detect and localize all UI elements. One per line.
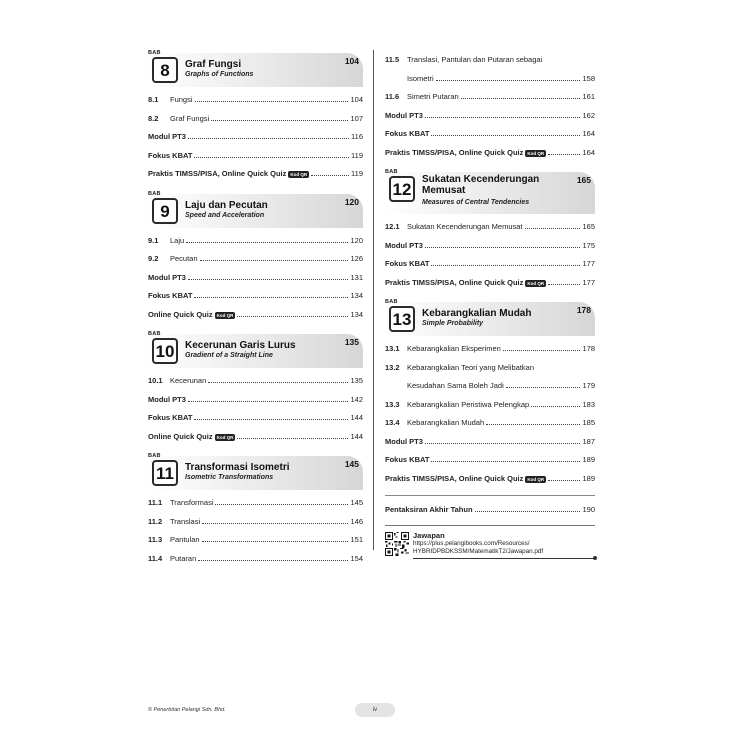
leader-dots (503, 345, 581, 351)
leader-dots (188, 274, 349, 280)
leader-dots (475, 506, 581, 512)
chapter-page: 135 (344, 337, 359, 347)
answers-section (385, 525, 595, 559)
answers-url-line1: https://plus.pelangibooks.com/Resources/ (413, 540, 530, 547)
entry-number: 9.1 (148, 235, 159, 245)
entry-page: 107 (350, 113, 363, 123)
entry-page: 187 (582, 436, 595, 446)
entry-number: 9.2 (148, 254, 159, 263)
entry-label: Kebarangkalian Peristiwa Pelengkap (407, 399, 530, 409)
chapter-band (148, 53, 363, 87)
toc-entry-fokus-kbat[interactable] (148, 408, 363, 427)
leader-dots (186, 237, 348, 243)
entry-number: 11.2 (148, 516, 163, 526)
qr-code-badge: Kod QR (216, 434, 234, 440)
entry-label: Simetri Putaran (407, 92, 459, 101)
leader-dots (431, 456, 580, 462)
bab-label: BAB (148, 190, 161, 197)
entry-label: Graf Fungsi (170, 113, 210, 123)
entry-page: 151 (350, 535, 363, 544)
entry-page: 164 (582, 147, 595, 157)
entry-label: Translasi, Pantulan dan Putaran sebagai (407, 55, 543, 64)
entry-number: 12.1 (385, 222, 400, 231)
chapter-title-line1: Sukatan Kecenderungan (422, 174, 540, 185)
toc-entry-13-2-line2[interactable] (385, 376, 595, 395)
entry-label: Kebarangkalian Mudah (407, 418, 485, 427)
entry-page: 164 (582, 129, 595, 138)
entry-label: Kecerunan (170, 376, 207, 385)
entry-label: Pecutan (170, 254, 198, 263)
toc-entry-11-6[interactable] (385, 87, 595, 106)
rule-end-dot (593, 556, 597, 560)
entry-number: 11.5 (385, 55, 400, 64)
entry-number: 11.1 (148, 498, 163, 507)
chapter-page: 165 (576, 175, 591, 185)
entry-page: 189 (582, 455, 595, 464)
entry-number: 13.1 (385, 344, 400, 353)
entry-page: 120 (350, 235, 363, 245)
toc-entry-fokus-kbat[interactable] (385, 124, 595, 143)
entry-page: 144 (350, 413, 363, 422)
chapter-subtitle: Simple Probability (422, 320, 484, 327)
toc-entry-13-3[interactable] (385, 395, 595, 414)
bab-label: BAB (148, 453, 161, 459)
toc-entry-11-1[interactable] (148, 493, 363, 512)
entry-number: 13.4 (385, 418, 400, 427)
publisher-credit: © Penerbitan Pelangi Sdn. Bhd. (148, 707, 226, 713)
entry-page: 135 (350, 376, 363, 385)
leader-dots (202, 518, 348, 524)
entry-page: 154 (350, 553, 363, 563)
entry-page: 134 (350, 291, 363, 300)
entry-label: Translasi (170, 516, 201, 526)
toc-entry-online-quiz[interactable] (148, 427, 363, 446)
entry-label: Modul PT3 (385, 110, 423, 120)
entry-page: 144 (350, 431, 363, 441)
chapter-page: 120 (344, 196, 359, 207)
entry-page: 146 (350, 516, 363, 526)
qr-code-badge: Kod QR (216, 312, 234, 318)
entry-page: 131 (350, 272, 363, 282)
entry-page: 134 (350, 309, 363, 319)
chapter-subtitle: Graphs of Functions (185, 71, 254, 78)
toc-entry-fokus-kbat[interactable] (385, 450, 595, 469)
leader-dots (531, 401, 580, 407)
entry-number: 11.6 (385, 92, 400, 101)
leader-dots (548, 279, 580, 285)
toc-entry-13-1[interactable] (385, 339, 595, 358)
chapter-subtitle: Isometric Transformations (185, 474, 274, 481)
entry-label: Fokus KBAT (385, 259, 430, 268)
chapter-number: 10 (152, 338, 178, 364)
leader-dots (431, 260, 580, 266)
chapter-header (385, 169, 595, 217)
entry-label: Isometri (407, 73, 434, 83)
entry-label: Laju (170, 235, 185, 245)
left-column (148, 50, 363, 575)
entry-label: Praktis TIMSS/PISA, Online Quick Quiz (385, 277, 524, 287)
entry-label: Transformasi (170, 498, 214, 507)
entry-number: 8.1 (148, 95, 159, 104)
entry-page: 165 (582, 222, 595, 231)
entry-page: 119 (351, 169, 363, 178)
leader-dots (506, 382, 581, 388)
leader-dots (194, 292, 348, 298)
bab-label: BAB (385, 299, 398, 305)
bab-label: BAB (385, 169, 398, 175)
entry-label: Fungsi (170, 95, 193, 104)
entry-page: 178 (582, 344, 595, 353)
toc-entry-fokus-kbat[interactable] (385, 254, 595, 273)
entry-page: 142 (350, 394, 363, 404)
entry-page: 177 (582, 259, 595, 268)
entry-number: 11.3 (148, 535, 163, 544)
leader-dots (208, 377, 348, 383)
chapter-subtitle: Measures of Central Tendencies (422, 199, 530, 206)
chapter-header (385, 299, 595, 339)
toc-entry-11-2[interactable] (148, 512, 363, 531)
qr-code-badge: Kod QR (527, 476, 545, 482)
entry-label: Putaran (170, 553, 197, 563)
toc-entry-9-2[interactable] (148, 249, 363, 268)
toc-entry-11-3[interactable] (148, 530, 363, 549)
entry-page: 104 (350, 95, 363, 104)
entry-label: Pantulan (170, 535, 200, 544)
chapter-title[interactable]: Kecerunan Garis Lurus (185, 340, 296, 351)
toc-entry-modul-pt3[interactable] (148, 390, 363, 409)
leader-dots (200, 255, 349, 261)
toc-entry-8-1[interactable] (148, 90, 363, 109)
chapter-13 (385, 299, 595, 487)
leader-dots (525, 223, 581, 229)
entry-label: Praktis TIMSS/PISA, Online Quick Quiz (385, 473, 524, 483)
answers-rule (413, 558, 595, 559)
leader-dots (431, 130, 580, 136)
entry-label: Praktis TIMSS/PISA, Online Quick Quiz (148, 169, 287, 178)
leader-dots (195, 96, 349, 102)
leader-dots (486, 419, 580, 425)
leader-dots (202, 536, 349, 542)
chapter-subtitle: Speed and Acceleration (185, 211, 265, 219)
chapter-number: 13 (389, 306, 415, 332)
chapter-number: 8 (152, 57, 178, 83)
toc-entry-13-4[interactable] (385, 413, 595, 432)
entry-label: Sukatan Kecenderungan Memusat (407, 222, 523, 231)
answers-link[interactable] (413, 540, 543, 556)
toc-entry-fokus-kbat[interactable] (148, 146, 363, 165)
entry-page: 145 (350, 498, 363, 507)
qr-code-badge: Kod QR (527, 280, 545, 286)
entry-number: 13.3 (385, 399, 400, 409)
toc-entry-13-2-line1[interactable] (385, 358, 595, 377)
leader-dots (237, 311, 348, 317)
toc-entry-modul-pt3[interactable] (385, 236, 595, 255)
entry-label: Modul PT3 (148, 272, 186, 282)
qr-code-badge: Kod QR (290, 172, 308, 177)
toc-entry-9-1[interactable] (148, 231, 363, 250)
column-divider (373, 50, 374, 550)
answers-url-line2: HYBRIDPBDKSSM/MatematikT2/Jawapan.pdf (413, 548, 544, 555)
leader-dots (461, 93, 581, 99)
leader-dots (211, 115, 348, 121)
entry-label: Praktis TIMSS/PISA, Online Quick Quiz (385, 147, 524, 157)
entry-label: Online Quick Quiz (148, 309, 213, 319)
chapter-title[interactable] (422, 174, 539, 196)
chapter-title-line2: Memusat (422, 185, 466, 196)
entry-page: 185 (582, 418, 595, 427)
leader-dots (548, 149, 580, 155)
chapter-header (148, 191, 363, 231)
entry-label: Fokus KBAT (148, 150, 193, 160)
chapter-title[interactable]: Kebarangkalian Mudah (422, 308, 532, 319)
entry-label: Fokus KBAT (385, 129, 430, 138)
chapter-header (148, 453, 363, 493)
toc-entry-praktis-quiz[interactable] (385, 273, 595, 292)
entry-label: Kebarangkalian Teori yang Melibatkan (407, 362, 535, 372)
chapter-subtitle: Gradient of a Straight Line (185, 352, 273, 359)
chapter-page: 104 (344, 56, 359, 66)
leader-dots (194, 152, 349, 158)
entry-label: Modul PT3 (148, 394, 186, 404)
toc-entry-modul-pt3[interactable] (385, 106, 595, 125)
entry-page: 183 (582, 399, 595, 409)
leader-dots (425, 242, 581, 248)
entry-page: 161 (582, 92, 595, 101)
entry-number: 13.2 (385, 362, 400, 372)
leader-dots (198, 555, 348, 561)
leader-dots (425, 438, 581, 444)
toc-entry-modul-pt3[interactable] (148, 127, 363, 146)
chapter-10 (148, 331, 363, 445)
leader-dots (548, 475, 580, 481)
right-column (385, 50, 595, 559)
entry-number: 10.1 (148, 376, 163, 385)
entry-page: 177 (582, 277, 595, 287)
entry-page: 162 (582, 110, 595, 120)
entry-page: 126 (350, 254, 363, 263)
toc-entry-11-5-line2[interactable] (385, 69, 595, 88)
entry-label: Modul PT3 (385, 240, 423, 250)
toc-entry-12-1[interactable] (385, 217, 595, 236)
toc-entry-praktis-quiz[interactable] (385, 469, 595, 488)
chapter-11 (148, 453, 363, 567)
bab-label: BAB (148, 331, 161, 337)
toc-entry-fokus-kbat[interactable] (148, 286, 363, 305)
chapter-header (148, 50, 363, 90)
entry-label: Pentaksiran Akhir Tahun (385, 505, 473, 514)
qr-code-badge: Kod QR (527, 150, 545, 156)
entry-page: 190 (582, 505, 595, 514)
entry-number: 8.2 (148, 113, 159, 123)
chapter-8 (148, 50, 363, 183)
toc-entry-8-2[interactable] (148, 109, 363, 128)
chapter-12 (385, 169, 595, 291)
entry-label: Fokus KBAT (148, 291, 193, 300)
bab-label: BAB (148, 50, 161, 56)
toc-entry-assessment[interactable] (385, 495, 595, 519)
chapter-header (148, 331, 363, 371)
leader-dots (215, 499, 348, 505)
entry-page: 158 (582, 73, 595, 83)
chapter-number: 9 (152, 198, 178, 224)
qr-code-icon[interactable] (385, 532, 409, 556)
chapter-title[interactable]: Transformasi Isometri (185, 462, 290, 473)
toc-entry-modul-pt3[interactable] (385, 432, 595, 451)
chapter-title[interactable]: Graf Fungsi (185, 59, 242, 70)
leader-dots (237, 433, 348, 439)
toc-entry-online-quiz[interactable] (148, 305, 363, 324)
leader-dots (425, 112, 581, 118)
chapter-title[interactable]: Laju dan Pecutan (185, 199, 268, 211)
chapter-9 (148, 191, 363, 324)
entry-number: 11.4 (148, 553, 163, 563)
chapter-number: 11 (152, 460, 178, 486)
leader-dots (436, 75, 581, 81)
entry-page: 175 (582, 240, 595, 250)
leader-dots (188, 133, 349, 139)
toc-entry-11-5-line1[interactable] (385, 50, 595, 69)
toc-entry-11-4[interactable] (148, 549, 363, 568)
entry-label: Kebarangkalian Eksperimen (407, 344, 501, 353)
entry-page: 119 (351, 150, 363, 160)
entry-page: 116 (351, 132, 363, 141)
entry-page: 179 (582, 381, 595, 390)
entry-label: Fokus KBAT (148, 413, 193, 422)
leader-dots (311, 170, 349, 176)
entry-label: Kesudahan Sama Boleh Jadi (407, 381, 504, 390)
chapter-page: 145 (344, 459, 359, 469)
entry-label: Fokus KBAT (385, 455, 430, 464)
chapter-page: 178 (576, 305, 591, 315)
leader-dots (188, 396, 349, 402)
toc-entry-modul-pt3[interactable] (148, 268, 363, 287)
answers-title: Jawapan (413, 531, 445, 540)
entry-page: 189 (582, 473, 595, 483)
leader-dots (194, 414, 348, 420)
entry-label: Online Quick Quiz (148, 431, 213, 441)
toc-entry-praktis-quiz[interactable] (148, 164, 363, 183)
chapter-11-continued (385, 50, 595, 161)
chapter-number: 12 (389, 176, 415, 202)
toc-entry-praktis-quiz[interactable] (385, 143, 595, 162)
page-number: iv (355, 703, 395, 717)
entry-label: Modul PT3 (148, 132, 186, 141)
toc-entry-10-1[interactable] (148, 371, 363, 390)
entry-label: Modul PT3 (385, 436, 423, 446)
